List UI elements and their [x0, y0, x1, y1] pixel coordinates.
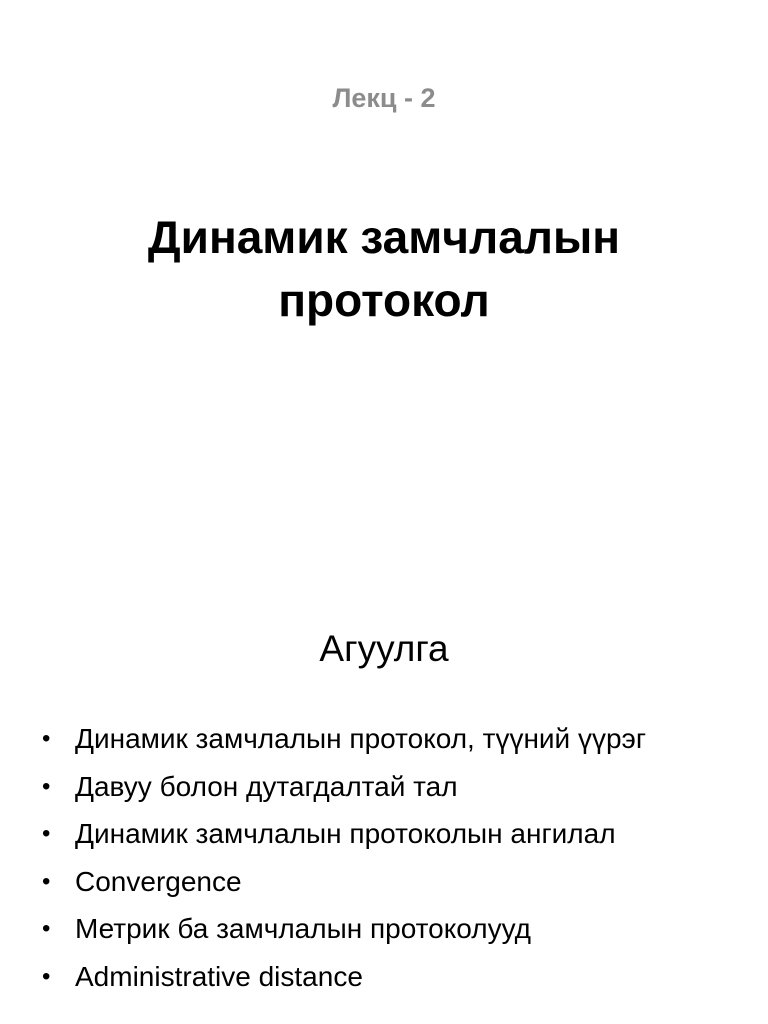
list-item-text: Динамик замчлалын протоколын ангилал — [75, 818, 616, 849]
list-item — [42, 953, 758, 1001]
list-item-text: Динамик замчлалын протокол, түүний үүрэг — [75, 723, 647, 754]
slide-title — [40, 206, 728, 332]
list-item-text: Administrative distance — [75, 960, 363, 992]
list-item-text: Метрик ба замчлалын протоколууд — [75, 913, 531, 944]
list-item — [42, 810, 758, 858]
list-item — [42, 763, 758, 811]
bullet-icon: • — [42, 820, 51, 847]
slide-title-line-2: протокол — [278, 274, 490, 326]
bullet-icon: • — [42, 867, 51, 895]
bullet-icon: • — [42, 772, 51, 800]
list-item — [42, 905, 758, 953]
bullet-icon: • — [42, 962, 51, 990]
slide-title-line-1: Динамик замчлалын — [147, 211, 621, 263]
bullet-icon: • — [42, 725, 51, 752]
bullet-icon: • — [42, 915, 51, 942]
list-item — [42, 858, 758, 906]
contents-list — [42, 715, 758, 1000]
lecture-number-label: Лекц - 2 — [332, 83, 436, 113]
list-item-text: Давуу болон дутагдалтай тал — [75, 770, 458, 802]
list-item — [42, 715, 758, 763]
contents-heading: Агуулга — [319, 628, 449, 669]
contents-slide — [0, 560, 768, 1024]
list-item-text: Convergence — [75, 865, 242, 897]
